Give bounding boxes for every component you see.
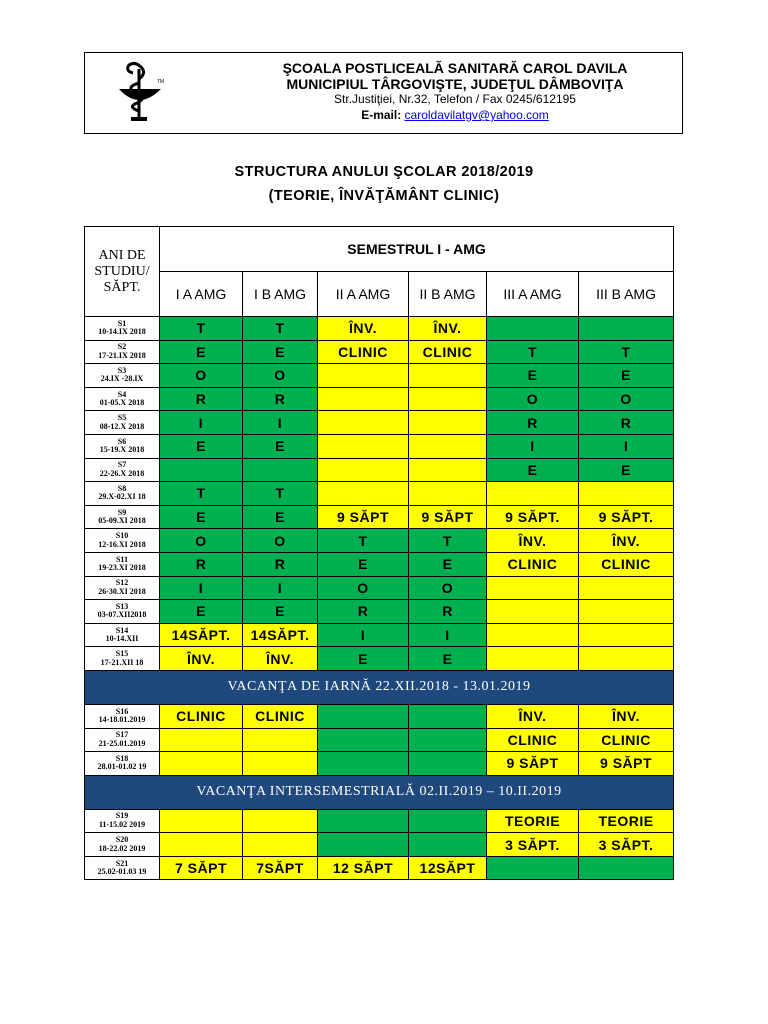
- schedule-cell: E: [160, 600, 243, 624]
- schedule-cell: [409, 833, 487, 857]
- schedule-cell: [487, 856, 579, 880]
- schedule-cell: I: [160, 576, 243, 600]
- schedule-cell: R: [243, 552, 318, 576]
- schedule-cell: E: [243, 505, 318, 529]
- schedule-cell: T: [487, 340, 579, 364]
- schedule-cell: CLINIC: [160, 704, 243, 728]
- vacation-label: VACANŢA INTERSEMESTRIALĂ 02.II.2019 – 10.II.2019: [85, 775, 674, 809]
- week-number: S5: [117, 413, 127, 423]
- schedule-cell: O: [409, 576, 487, 600]
- schedule-cell: E: [409, 647, 487, 671]
- vacation-label: VACANŢA DE IARNĂ 22.XII.2018 - 13.01.2019: [85, 670, 674, 704]
- school-email-line: [235, 107, 675, 123]
- schedule-cell: O: [318, 576, 409, 600]
- week-dates: 17-21.IX 2018: [98, 350, 146, 360]
- schedule-cell: R: [318, 600, 409, 624]
- week-row: [85, 600, 674, 624]
- schedule-cell: [409, 728, 487, 752]
- week-number: S18: [115, 753, 129, 763]
- schedule-cell: R: [243, 387, 318, 411]
- schedule-cell: E: [318, 552, 409, 576]
- week-dates: 15-19.X 2018: [99, 445, 145, 455]
- week-dates: 19-23.XI 2018: [98, 563, 146, 573]
- schedule-cell: [243, 809, 318, 833]
- schedule-cell: ÎNV.: [318, 317, 409, 341]
- schedule-cell: T: [243, 317, 318, 341]
- schedule-cell: [487, 482, 579, 506]
- schedule-cell: 3 SĂPT.: [579, 833, 674, 857]
- week-row: [85, 704, 674, 728]
- schedule-cell: E: [487, 364, 579, 388]
- week-dates: 05-09.XI 2018: [98, 516, 146, 526]
- week-cell: [85, 623, 160, 647]
- week-cell: [85, 529, 160, 553]
- week-number: S4: [117, 389, 127, 399]
- week-row: [85, 833, 674, 857]
- schedule-cell: T: [243, 482, 318, 506]
- schedule-cell: ÎNV.: [160, 647, 243, 671]
- week-number: S20: [115, 835, 129, 845]
- week-cell: [85, 364, 160, 388]
- week-cell: [85, 833, 160, 857]
- schedule-cell: [409, 752, 487, 776]
- school-name: ŞCOALA POSTLICEALĂ SANITARĂ CAROL DAVILA: [282, 60, 628, 76]
- week-dates: 01-05.X 2018: [99, 398, 145, 408]
- schedule-cell: T: [160, 482, 243, 506]
- school-municipality: MUNICIPIUL TÂRGOVIŞTE, JUDEŢUL DÂMBOVIŢA: [286, 76, 624, 92]
- schedule-cell: [318, 704, 409, 728]
- week-number: S7: [117, 460, 127, 470]
- schedule-cell: CLINIC: [579, 728, 674, 752]
- schedule-cell: 9 SĂPT: [318, 505, 409, 529]
- schedule-cell: CLINIC: [487, 552, 579, 576]
- week-dates: 24.IX -28.IX: [100, 374, 144, 384]
- schedule-cell: 9 SĂPT.: [579, 505, 674, 529]
- schedule-cell: O: [243, 529, 318, 553]
- schedule-cell: [579, 623, 674, 647]
- week-dates: 17-21.XII 18: [100, 657, 144, 667]
- week-row: [85, 411, 674, 435]
- year-week-header: ANI DE STUDIU/ SĂPT.: [85, 227, 160, 317]
- title-line-2: (TEORIE, ÎNVĂŢĂMÂNT CLINIC): [268, 188, 500, 204]
- schedule-cell: TEORIE: [487, 809, 579, 833]
- week-dates: 29.X-02.XI 18: [98, 492, 146, 502]
- schedule-cell: O: [243, 364, 318, 388]
- week-cell: [85, 317, 160, 341]
- schedule-cell: I: [487, 434, 579, 458]
- schedule-cell: ÎNV.: [487, 529, 579, 553]
- schedule-table: [84, 226, 674, 880]
- schedule-cell: [579, 600, 674, 624]
- schedule-cell: [579, 647, 674, 671]
- week-row: [85, 317, 674, 341]
- schedule-cell: T: [409, 529, 487, 553]
- column-header: III B AMG: [579, 272, 674, 317]
- week-cell: [85, 387, 160, 411]
- schedule-cell: R: [579, 411, 674, 435]
- week-number: S11: [115, 554, 128, 564]
- schedule-cell: 7SĂPT: [243, 856, 318, 880]
- schedule-cell: [579, 317, 674, 341]
- week-dates: 03-07.XII2018: [97, 610, 147, 620]
- schedule-cell: I: [579, 434, 674, 458]
- schedule-cell: R: [487, 411, 579, 435]
- week-dates: 28.01-01.02 19: [97, 762, 147, 772]
- week-row: [85, 505, 674, 529]
- week-cell: [85, 411, 160, 435]
- schedule-cell: 9 SĂPT: [579, 752, 674, 776]
- schedule-cell: [318, 833, 409, 857]
- schedule-cell: [579, 576, 674, 600]
- schedule-cell: R: [409, 600, 487, 624]
- schedule-cell: [160, 752, 243, 776]
- schedule-cell: [409, 458, 487, 482]
- week-number: S9: [117, 507, 127, 517]
- schedule-cell: I: [318, 623, 409, 647]
- week-dates: 12-16.XI 2018: [98, 539, 146, 549]
- schedule-cell: [487, 576, 579, 600]
- schedule-cell: [409, 704, 487, 728]
- schedule-cell: [487, 647, 579, 671]
- schedule-cell: 9 SĂPT: [409, 505, 487, 529]
- schedule-cell: I: [243, 411, 318, 435]
- schedule-cell: E: [579, 364, 674, 388]
- schedule-cell: I: [409, 623, 487, 647]
- schedule-cell: CLINIC: [243, 704, 318, 728]
- schedule-cell: 12 SĂPT: [318, 856, 409, 880]
- schedule-cell: [318, 482, 409, 506]
- week-row: [85, 387, 674, 411]
- schedule-cell: E: [579, 458, 674, 482]
- week-row: [85, 482, 674, 506]
- week-number: S1: [117, 318, 127, 328]
- schedule-cell: I: [160, 411, 243, 435]
- schedule-cell: R: [160, 552, 243, 576]
- week-row: [85, 647, 674, 671]
- schedule-cell: [409, 364, 487, 388]
- column-header-row: [85, 272, 674, 317]
- week-cell: [85, 600, 160, 624]
- schedule-cell: 9 SĂPT.: [487, 505, 579, 529]
- week-row: [85, 752, 674, 776]
- week-dates: 26-30.XI 2018: [98, 586, 146, 596]
- schedule-cell: O: [160, 529, 243, 553]
- schedule-cell: T: [318, 529, 409, 553]
- schedule-cell: 3 SĂPT.: [487, 833, 579, 857]
- schedule-cell: [160, 809, 243, 833]
- schedule-cell: [318, 458, 409, 482]
- schedule-cell: [409, 387, 487, 411]
- schedule-cell: CLINIC: [579, 552, 674, 576]
- week-number: S21: [115, 858, 129, 868]
- schedule-cell: [318, 809, 409, 833]
- email-label: E-mail:: [361, 108, 405, 122]
- schedule-cell: 9 SĂPT: [487, 752, 579, 776]
- week-number: S6: [117, 436, 127, 446]
- week-dates: 08-12.X 2018: [99, 421, 145, 431]
- vacation-row: [85, 775, 674, 809]
- schedule-cell: CLINIC: [409, 340, 487, 364]
- column-header: III A AMG: [487, 272, 579, 317]
- week-cell: [85, 434, 160, 458]
- email-link[interactable]: caroldavilatgv@yahoo.com: [404, 108, 549, 122]
- week-number: S10: [115, 531, 129, 541]
- week-cell: [85, 458, 160, 482]
- schedule-cell: CLINIC: [318, 340, 409, 364]
- schedule-cell: 12SĂPT: [409, 856, 487, 880]
- schedule-cell: [318, 434, 409, 458]
- week-number: S12: [115, 578, 129, 588]
- week-number: S17: [115, 730, 129, 740]
- document-title: [0, 160, 768, 208]
- week-row: [85, 809, 674, 833]
- schedule-cell: [243, 728, 318, 752]
- schedule-cell: [318, 728, 409, 752]
- schedule-cell: [409, 809, 487, 833]
- week-cell: [85, 505, 160, 529]
- schedule-cell: O: [579, 387, 674, 411]
- schedule-cell: [318, 752, 409, 776]
- week-cell: [85, 552, 160, 576]
- column-header: II A AMG: [318, 272, 409, 317]
- week-dates: 10-14.IX 2018: [98, 327, 146, 337]
- week-dates: 14-18.01.2019: [98, 715, 146, 725]
- column-header: I A AMG: [160, 272, 243, 317]
- schedule-cell: [487, 623, 579, 647]
- schedule-cell: E: [243, 600, 318, 624]
- week-row: [85, 856, 674, 880]
- schedule-cell: T: [579, 340, 674, 364]
- week-dates: 11-15.02 2019: [98, 819, 146, 829]
- schedule-cell: [160, 458, 243, 482]
- school-info: [235, 60, 675, 123]
- week-row: [85, 458, 674, 482]
- week-cell: [85, 340, 160, 364]
- week-row: [85, 434, 674, 458]
- schedule-cell: ÎNV.: [487, 704, 579, 728]
- schedule-cell: [160, 833, 243, 857]
- week-row: [85, 623, 674, 647]
- svg-text:TM: TM: [157, 79, 165, 85]
- week-cell: [85, 704, 160, 728]
- week-row: [85, 728, 674, 752]
- schedule-cell: E: [409, 552, 487, 576]
- week-number: S8: [117, 483, 127, 493]
- schedule-cell: [409, 482, 487, 506]
- schedule-cell: [318, 411, 409, 435]
- schedule-cell: [409, 434, 487, 458]
- schedule-cell: [579, 482, 674, 506]
- header-row: [85, 227, 674, 272]
- schedule-cell: [579, 856, 674, 880]
- semester-header: SEMESTRUL I - AMG: [160, 227, 674, 272]
- week-row: [85, 340, 674, 364]
- schedule-cell: [243, 752, 318, 776]
- week-dates: 25.02-01.03 19: [97, 867, 147, 877]
- schedule-cell: [160, 728, 243, 752]
- vacation-row: [85, 670, 674, 704]
- schedule-cell: [409, 411, 487, 435]
- schedule-cell: CLINIC: [487, 728, 579, 752]
- column-header: II B AMG: [409, 272, 487, 317]
- week-row: [85, 576, 674, 600]
- schedule-cell: [243, 458, 318, 482]
- caduceus-logo-icon: [105, 61, 175, 127]
- week-number: S3: [117, 365, 127, 375]
- week-cell: [85, 728, 160, 752]
- week-number: S15: [115, 649, 129, 659]
- schedule-cell: E: [160, 340, 243, 364]
- week-number: S16: [115, 706, 129, 716]
- schedule-cell: 14SĂPT.: [243, 623, 318, 647]
- schedule-cell: E: [160, 434, 243, 458]
- week-dates: 21-25.01.2019: [98, 738, 146, 748]
- schedule-cell: T: [160, 317, 243, 341]
- week-cell: [85, 482, 160, 506]
- week-row: [85, 364, 674, 388]
- schedule-cell: I: [243, 576, 318, 600]
- schedule-cell: 7 SĂPT: [160, 856, 243, 880]
- week-number: S19: [115, 811, 129, 821]
- schedule-cell: ÎNV.: [409, 317, 487, 341]
- week-row: [85, 529, 674, 553]
- week-cell: [85, 647, 160, 671]
- schedule-cell: E: [243, 340, 318, 364]
- schedule-cell: [318, 387, 409, 411]
- week-cell: [85, 809, 160, 833]
- week-cell: [85, 752, 160, 776]
- schedule-cell: [487, 317, 579, 341]
- week-row: [85, 552, 674, 576]
- column-header: I B AMG: [243, 272, 318, 317]
- schedule-cell: ÎNV.: [243, 647, 318, 671]
- week-cell: [85, 576, 160, 600]
- week-dates: 22-26.X 2018: [99, 468, 145, 478]
- schedule-cell: ÎNV.: [579, 704, 674, 728]
- schedule-cell: [487, 600, 579, 624]
- schedule-cell: ÎNV.: [579, 529, 674, 553]
- schedule-cell: E: [487, 458, 579, 482]
- schedule-cell: 14SĂPT.: [160, 623, 243, 647]
- schedule-cell: E: [160, 505, 243, 529]
- schedule-cell: O: [487, 387, 579, 411]
- schedule-cell: O: [160, 364, 243, 388]
- school-address: Str.Justiţiei, Nr.32, Telefon / Fax 0245/612195: [334, 92, 576, 106]
- week-cell: [85, 856, 160, 880]
- school-header: [84, 52, 683, 134]
- week-number: S2: [117, 342, 127, 352]
- week-number: S14: [115, 625, 129, 635]
- week-dates: 18-22.02 2019: [98, 843, 146, 853]
- week-number: S13: [115, 601, 129, 611]
- schedule-cell: R: [160, 387, 243, 411]
- schedule-cell: E: [243, 434, 318, 458]
- title-line-1: STRUCTURA ANULUI ŞCOLAR 2018/2019: [234, 164, 534, 180]
- schedule-cell: TEORIE: [579, 809, 674, 833]
- week-dates: 10-14.XII: [105, 634, 139, 644]
- schedule-cell: [318, 364, 409, 388]
- schedule-cell: E: [318, 647, 409, 671]
- schedule-cell: [243, 833, 318, 857]
